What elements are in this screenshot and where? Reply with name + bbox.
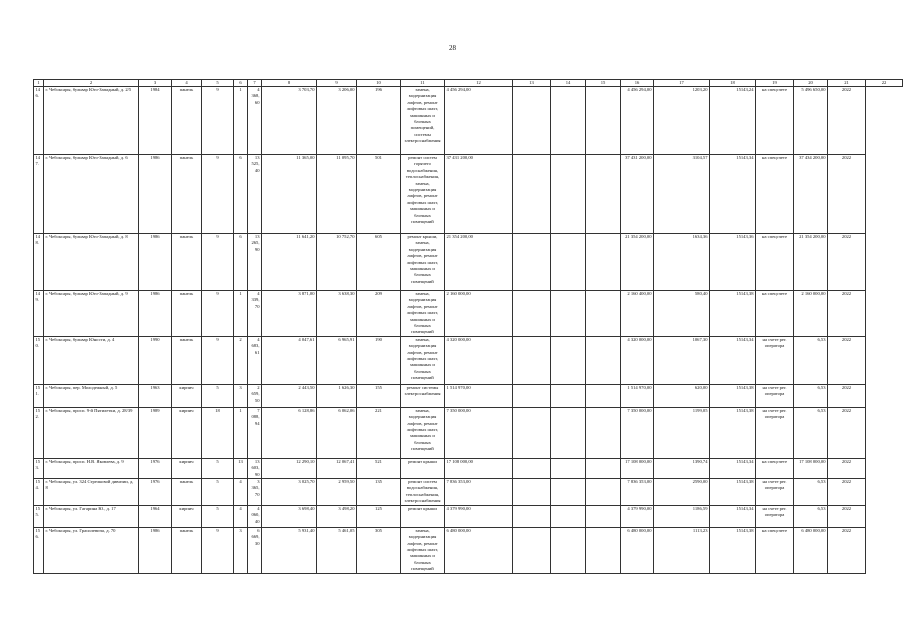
cell-n: 156. xyxy=(34,527,44,573)
cell-ent: 1 xyxy=(234,291,248,337)
cell-wall: кирпич xyxy=(172,458,202,478)
cell-area_total: 13 525,40 xyxy=(248,155,262,234)
cell-ent: 6 xyxy=(234,234,248,291)
cell-works: ремонт систем горячего водоснабжения, теплоснабжения, замена, модернизация лифтов, ремонт лифтовых шахт, машинных и блочных помещений xyxy=(401,155,445,234)
cell-c20: на счете рег. оператора xyxy=(756,407,794,458)
cell-year: 1986 xyxy=(139,234,172,291)
cell-c16 xyxy=(586,87,621,155)
cell-works: замена, модернизация лифтов, ремонт лифтовых шахт, машинных и блочных помещений xyxy=(401,527,445,573)
cell-addr: г. Чебоксары, просп. 9-й Пятилетки, д. 28/39 xyxy=(44,407,139,458)
cell-cost: 7 350 000,00 xyxy=(445,407,513,458)
cell-area_b: 3 206,00 xyxy=(317,87,357,155)
cell-c16 xyxy=(586,291,621,337)
cell-residents: 209 xyxy=(357,291,401,337)
cell-ent: 13 xyxy=(234,458,248,478)
cell-area_a: 2 443,50 xyxy=(262,384,317,407)
cell-cost: 4 379 990,00 xyxy=(445,505,513,527)
cell-addr: г. Чебоксары, ул. 324 Стрелковой дивизии, д. 8 xyxy=(44,479,139,506)
cell-n: 152. xyxy=(34,407,44,458)
cell-c17: 6 480 000,00 xyxy=(621,527,654,573)
cell-c22: 2022 xyxy=(828,505,866,527)
cell-c14 xyxy=(513,291,551,337)
cell-area_b: 1 626,30 xyxy=(317,384,357,407)
cell-wall: кирпич xyxy=(172,505,202,527)
cell-c20: на спецсчете xyxy=(756,234,794,291)
cell-area_total: 4 339,70 xyxy=(248,291,262,337)
cell-c20: на счете рег. оператора xyxy=(756,384,794,407)
table-row xyxy=(34,527,903,573)
cell-c15 xyxy=(551,505,586,527)
cell-wall: панель xyxy=(172,336,202,384)
cell-c21: 17 108 000,00 xyxy=(794,458,828,478)
cell-c16 xyxy=(586,527,621,573)
cell-works: ремонт крыши xyxy=(401,505,445,527)
cell-c15 xyxy=(551,87,586,155)
cell-cost: 6 480 000,00 xyxy=(445,527,513,573)
cell-c15 xyxy=(551,384,586,407)
cell-residents: 125 xyxy=(357,505,401,527)
cell-c17: 37 431 200,00 xyxy=(621,155,654,234)
cell-c17: 2 160 400,00 xyxy=(621,291,654,337)
cell-year: 1984 xyxy=(139,87,172,155)
cell-area_b: 6 062,06 xyxy=(317,407,357,458)
table-row xyxy=(34,458,903,478)
cell-c22: 2022 xyxy=(828,407,866,458)
cell-addr: г. Чебоксары, просп. Н.В. Яковлева, д. 9 xyxy=(44,458,139,478)
cell-residents: 196 xyxy=(357,87,401,155)
cell-c16 xyxy=(586,407,621,458)
column-number-cell: 1 xyxy=(34,80,44,87)
cell-n: 150. xyxy=(34,336,44,384)
cell-c15 xyxy=(551,527,586,573)
cell-year: 1990 xyxy=(139,336,172,384)
cell-year: 1986 xyxy=(139,527,172,573)
cell-n: 151. xyxy=(34,384,44,407)
cell-works: ремонт крыши, замена, модернизация лифтов, ремонт лифтовых шахт, машинных и блочных помещений xyxy=(401,234,445,291)
cell-cost: 37 431 200,00 xyxy=(445,155,513,234)
cell-addr: г. Чебоксары, ул. Гагарина Ю., д. 17 xyxy=(44,505,139,527)
cell-c21: 2 160 000,00 xyxy=(794,291,828,337)
cell-wall: панель xyxy=(172,291,202,337)
cell-c21: 6,53 xyxy=(794,407,828,458)
cell-works: замена, модернизация лифтов, ремонт лифтовых шахт, машинных и блочных помещений xyxy=(401,291,445,337)
cell-area_a: 12 290,10 xyxy=(262,458,317,478)
cell-c22: 2022 xyxy=(828,479,866,506)
cell-c18: 1113,23 xyxy=(654,527,710,573)
cell-ent: 4 xyxy=(234,479,248,506)
cell-c16 xyxy=(586,479,621,506)
cell-area_total: 4 060,40 xyxy=(248,505,262,527)
column-number-row xyxy=(34,80,903,87)
cell-residents: 190 xyxy=(357,336,401,384)
column-number-cell: 15 xyxy=(586,80,621,87)
cell-c19: 15143,36 xyxy=(710,234,756,291)
cell-c17: 1 514 970,00 xyxy=(621,384,654,407)
cell-c22: 2022 xyxy=(828,458,866,478)
cell-c19: 15143,38 xyxy=(710,527,756,573)
cell-year: 1976 xyxy=(139,458,172,478)
cell-c22: 2022 xyxy=(828,155,866,234)
cell-c19: 15143,24 xyxy=(710,87,756,155)
cell-c18: 1203,20 xyxy=(654,87,710,155)
capital-repair-table xyxy=(33,79,903,574)
cell-area_total: 13 265,90 xyxy=(248,234,262,291)
table-row xyxy=(34,234,903,291)
table-row xyxy=(34,336,903,384)
cell-c21: 37 434 200,00 xyxy=(794,155,828,234)
cell-area_a: 3 025,70 xyxy=(262,479,317,506)
cell-c15 xyxy=(551,336,586,384)
cell-wall: кирпич xyxy=(172,384,202,407)
cell-floors: 9 xyxy=(202,87,234,155)
cell-c16 xyxy=(586,234,621,291)
cell-wall: кирпич xyxy=(172,407,202,458)
cell-c20: на спецсчете xyxy=(756,527,794,573)
cell-c19: 15143,38 xyxy=(710,291,756,337)
cell-cost: 21 354 200,00 xyxy=(445,234,513,291)
cell-c22: 2022 xyxy=(828,291,866,337)
cell-c18: 2590,00 xyxy=(654,479,710,506)
table-row xyxy=(34,384,903,407)
column-number-cell: 11 xyxy=(401,80,445,87)
cell-c15 xyxy=(551,458,586,478)
cell-c14 xyxy=(513,479,551,506)
cell-cost: 4 456 294,00 xyxy=(445,87,513,155)
cell-ent: 1 xyxy=(234,407,248,458)
cell-cost: 1 514 970,00 xyxy=(445,384,513,407)
cell-c15 xyxy=(551,155,586,234)
cell-c19: 15143,38 xyxy=(710,384,756,407)
cell-area_a: 3 871,00 xyxy=(262,291,317,337)
column-number-cell: 14 xyxy=(551,80,586,87)
cell-c14 xyxy=(513,407,551,458)
cell-works: ремонт систем водоснабжения, теплоснабжения, электроснабжения xyxy=(401,479,445,506)
cell-area_total: 4 368,60 xyxy=(248,87,262,155)
cell-works: замена, модернизация лифтов, ремонт лифтовых шахт, машинных и блочных помещений xyxy=(401,336,445,384)
cell-year: 1989 xyxy=(139,407,172,458)
cell-area_total: 4 683,61 xyxy=(248,336,262,384)
cell-c18: 1634,36 xyxy=(654,234,710,291)
column-number-cell: 4 xyxy=(172,80,202,87)
cell-addr: г. Чебоксары, пер. Молодежный, д. 5 xyxy=(44,384,139,407)
cell-c18: 620,00 xyxy=(654,384,710,407)
column-number-cell: 19 xyxy=(756,80,794,87)
cell-c18: 1067,30 xyxy=(654,336,710,384)
cell-c20: на спецсчете xyxy=(756,458,794,478)
cell-area_b: 3 638,30 xyxy=(317,291,357,337)
cell-wall: панель xyxy=(172,87,202,155)
cell-c17: 4 320 000,00 xyxy=(621,336,654,384)
cell-c20: на спецсчете xyxy=(756,87,794,155)
cell-ent: 4 xyxy=(234,505,248,527)
cell-year: 1963 xyxy=(139,384,172,407)
cell-c14 xyxy=(513,87,551,155)
cell-wall: панель xyxy=(172,479,202,506)
cell-c19: 15143,38 xyxy=(710,407,756,458)
cell-area_total: 6 669,30 xyxy=(248,527,262,573)
cell-c20: на счете рег. оператора xyxy=(756,479,794,506)
cell-c16 xyxy=(586,336,621,384)
table-row xyxy=(34,479,903,506)
cell-cost: 2 160 000,00 xyxy=(445,291,513,337)
cell-c19: 15143,38 xyxy=(710,479,756,506)
cell-floors: 9 xyxy=(202,155,234,234)
cell-c14 xyxy=(513,234,551,291)
cell-area_b: 3 498,20 xyxy=(317,505,357,527)
column-number-cell: 2 xyxy=(44,80,139,87)
cell-c22: 2022 xyxy=(828,87,866,155)
cell-c15 xyxy=(551,234,586,291)
cell-floors: 18 xyxy=(202,407,234,458)
cell-area_b: 5 461,05 xyxy=(317,527,357,573)
column-number-cell: 20 xyxy=(794,80,828,87)
cell-c22: 2022 xyxy=(828,336,866,384)
cell-wall: панель xyxy=(172,527,202,573)
column-number-cell: 22 xyxy=(866,80,903,87)
table-row xyxy=(34,407,903,458)
cell-works: замена, модернизация лифтов, ремонт лифтовых шахт, машинных и блочных помещений xyxy=(401,407,445,458)
column-number-cell: 13 xyxy=(513,80,551,87)
cell-floors: 9 xyxy=(202,527,234,573)
cell-year: 1976 xyxy=(139,479,172,506)
cell-area_a: 4 047,61 xyxy=(262,336,317,384)
column-number-cell: 10 xyxy=(357,80,401,87)
cell-c14 xyxy=(513,505,551,527)
cell-residents: 135 xyxy=(357,479,401,506)
cell-c20: на счете рег. оператора xyxy=(756,336,794,384)
cell-addr: г. Чебоксары, бульвар Юго-Западный, д. 8 xyxy=(44,234,139,291)
cell-c21: 6,53 xyxy=(794,336,828,384)
cell-floors: 5 xyxy=(202,505,234,527)
cell-residents: 155 xyxy=(357,384,401,407)
cell-area_a: 6 128,86 xyxy=(262,407,317,458)
cell-c21: 6 480 000,00 xyxy=(794,527,828,573)
cell-n: 149. xyxy=(34,291,44,337)
cell-c16 xyxy=(586,384,621,407)
cell-cost: 17 108 000,00 xyxy=(445,458,513,478)
cell-c20: на спецсчете xyxy=(756,155,794,234)
cell-c14 xyxy=(513,384,551,407)
cell-area_total: 13 603,90 xyxy=(248,458,262,478)
column-number-cell: 9 xyxy=(317,80,357,87)
cell-area_a: 11 365,00 xyxy=(262,155,317,234)
cell-area_a: 11 641,20 xyxy=(262,234,317,291)
cell-n: 148. xyxy=(34,234,44,291)
cell-area_b: 12 067,41 xyxy=(317,458,357,478)
column-number-cell: 12 xyxy=(445,80,513,87)
cell-c17: 7 836 353,00 xyxy=(621,479,654,506)
cell-floors: 9 xyxy=(202,291,234,337)
cell-area_b: 2 959,50 xyxy=(317,479,357,506)
cell-floors: 5 xyxy=(202,458,234,478)
cell-area_total: 2 659,50 xyxy=(248,384,262,407)
cell-residents: 521 xyxy=(357,458,401,478)
cell-c17: 4 379 990,00 xyxy=(621,505,654,527)
cell-c19: 15143,34 xyxy=(710,336,756,384)
cell-c15 xyxy=(551,479,586,506)
cell-ent: 3 xyxy=(234,384,248,407)
cell-c14 xyxy=(513,527,551,573)
cell-year: 1964 xyxy=(139,505,172,527)
cell-c22: 2022 xyxy=(828,234,866,291)
cell-n: 146. xyxy=(34,87,44,155)
cell-c18: 3104,57 xyxy=(654,155,710,234)
cell-c21: 6,53 xyxy=(794,505,828,527)
cell-cost: 7 836 353,00 xyxy=(445,479,513,506)
column-number-cell: 17 xyxy=(654,80,710,87)
column-number-cell: 21 xyxy=(828,80,866,87)
cell-area_total: 3 365,70 xyxy=(248,479,262,506)
column-number-cell: 3 xyxy=(139,80,172,87)
cell-c14 xyxy=(513,336,551,384)
cell-c18: 1186,59 xyxy=(654,505,710,527)
table-row xyxy=(34,155,903,234)
cell-c21: 21 354 200,00 xyxy=(794,234,828,291)
cell-c14 xyxy=(513,155,551,234)
cell-c21: 5 496 650,00 xyxy=(794,87,828,155)
cell-residents: 221 xyxy=(357,407,401,458)
cell-floors: 5 xyxy=(202,384,234,407)
cell-area_b: 10 752,70 xyxy=(317,234,357,291)
column-number-cell: 5 xyxy=(202,80,234,87)
cell-area_a: 5 931,40 xyxy=(262,527,317,573)
cell-area_b: 6 965,91 xyxy=(317,336,357,384)
column-number-cell: 7 xyxy=(248,80,262,87)
cell-c17: 21 354 200,00 xyxy=(621,234,654,291)
column-number-cell: 16 xyxy=(621,80,654,87)
cell-floors: 9 xyxy=(202,234,234,291)
cell-c22: 2022 xyxy=(828,384,866,407)
cell-c17: 7 350 000,00 xyxy=(621,407,654,458)
cell-cost: 4 320 000,00 xyxy=(445,336,513,384)
cell-area_a: 3 698,40 xyxy=(262,505,317,527)
cell-c20: на счете рег. оператора xyxy=(756,505,794,527)
cell-addr: г. Чебоксары, ул. Грасилевича, д. 70 xyxy=(44,527,139,573)
cell-c15 xyxy=(551,407,586,458)
cell-addr: г. Чебоксары, бульвар Юго-Западный, д. 2/5 xyxy=(44,87,139,155)
cell-works: замена, модернизация лифтов, ремонт лифтовых шахт, машинных и блочных помещений, системы электроснабжения xyxy=(401,87,445,155)
cell-c21: 6,53 xyxy=(794,384,828,407)
cell-floors: 9 xyxy=(202,336,234,384)
column-number-cell: 6 xyxy=(234,80,248,87)
cell-n: 153. xyxy=(34,458,44,478)
cell-area_a: 3 703,70 xyxy=(262,87,317,155)
table-row xyxy=(34,505,903,527)
cell-c22: 2022 xyxy=(828,527,866,573)
cell-n: 147. xyxy=(34,155,44,234)
cell-c16 xyxy=(586,505,621,527)
cell-c18: 1390,74 xyxy=(654,458,710,478)
cell-c19: 15143,34 xyxy=(710,155,756,234)
cell-addr: г. Чебоксары, бульвар Юго-Западный, д. 9 xyxy=(44,291,139,337)
cell-c21: 6,53 xyxy=(794,479,828,506)
cell-c17: 17 108 000,00 xyxy=(621,458,654,478)
cell-wall: панель xyxy=(172,155,202,234)
column-number-cell: 8 xyxy=(262,80,317,87)
cell-works: ремонт крыши xyxy=(401,458,445,478)
cell-c17: 4 456 294,00 xyxy=(621,87,654,155)
page-number: 28 xyxy=(449,44,456,52)
cell-ent: 2 xyxy=(234,336,248,384)
cell-c18: 1199,05 xyxy=(654,407,710,458)
cell-addr: г. Чебоксары, бульвар Юности, д. 4 xyxy=(44,336,139,384)
cell-c19: 15143,34 xyxy=(710,505,756,527)
cell-works: ремонт системы электроснабжения xyxy=(401,384,445,407)
cell-c14 xyxy=(513,458,551,478)
cell-c16 xyxy=(586,155,621,234)
cell-wall: панель xyxy=(172,234,202,291)
column-number-cell: 18 xyxy=(710,80,756,87)
cell-c16 xyxy=(586,458,621,478)
cell-c15 xyxy=(551,291,586,337)
cell-c20: на спецсчете xyxy=(756,291,794,337)
cell-residents: 605 xyxy=(357,234,401,291)
cell-year: 1986 xyxy=(139,155,172,234)
cell-residents: 305 xyxy=(357,527,401,573)
table-row xyxy=(34,291,903,337)
cell-ent: 6 xyxy=(234,155,248,234)
cell-area_b: 11 095,70 xyxy=(317,155,357,234)
cell-n: 155. xyxy=(34,505,44,527)
cell-year: 1986 xyxy=(139,291,172,337)
table-row xyxy=(34,87,903,155)
cell-ent: 3 xyxy=(234,527,248,573)
cell-ent: 1 xyxy=(234,87,248,155)
cell-addr: г. Чебоксары, бульвар Юго-Западный, д. 6 xyxy=(44,155,139,234)
cell-c18: 580,40 xyxy=(654,291,710,337)
cell-c19: 15143,34 xyxy=(710,458,756,478)
cell-residents: 501 xyxy=(357,155,401,234)
cell-area_total: 7 088,94 xyxy=(248,407,262,458)
cell-floors: 5 xyxy=(202,479,234,506)
cell-n: 154. xyxy=(34,479,44,506)
